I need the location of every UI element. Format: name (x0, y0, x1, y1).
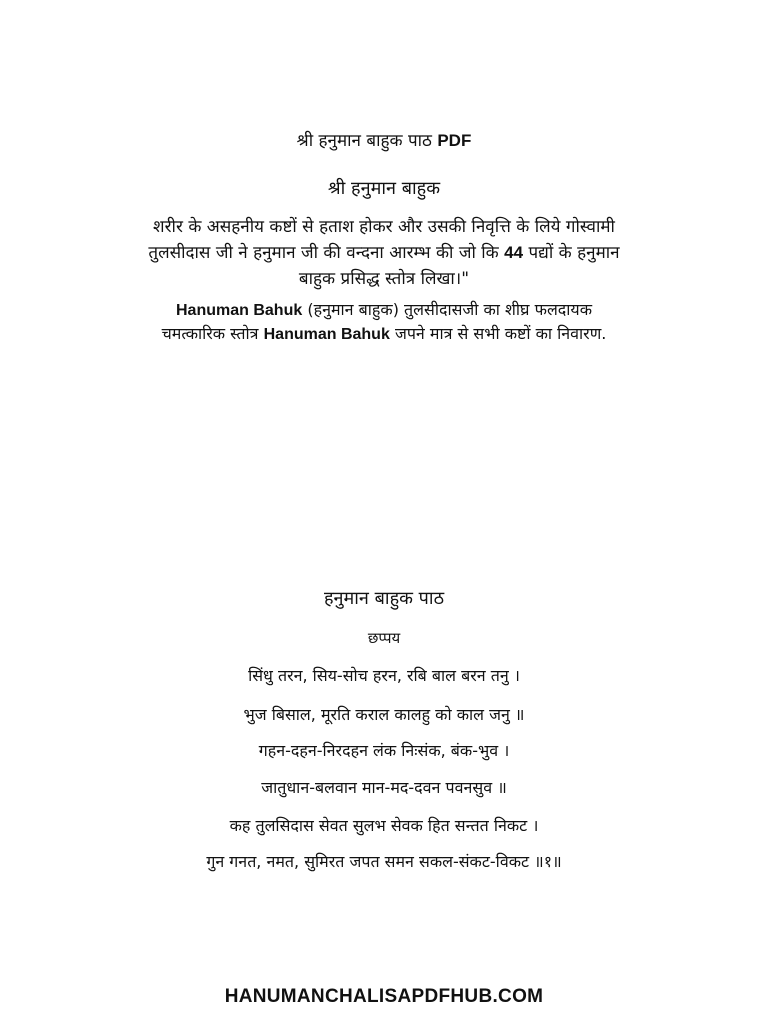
page-title-hindi: श्री हनुमान बाहुक पाठ (296, 131, 432, 151)
description-english-2: Hanuman Bahuk (263, 326, 390, 343)
intro-line-3: बाहुक प्रसिद्ध स्तोत्र लिखा।" (298, 269, 470, 289)
description-hindi-3: जपने मात्र से सभी कष्टों का निवारण. (394, 324, 607, 343)
verse-line-6: गुन गनत, नमत, सुमिरत जपत समन सकल-संकट-विकट ॥१॥ (206, 852, 562, 871)
footer-site-url: HANUMANCHALISAPDFHUB.COM (224, 986, 544, 1007)
description-hindi-1: (हनुमान बाहुक) तुलसीदासजी का शीघ्र फलदायक (307, 300, 592, 319)
intro-line-1: शरीर के असहनीय कष्टों से हताश होकर और उसकी निवृत्ति के लिये गोस्वामी (153, 217, 615, 237)
verse-line-2: भुज बिसाल, मूरति कराल कालहु को काल जनु ॥ (243, 705, 525, 724)
description-line-2 (0, 322, 768, 346)
intro-line-2-b: पद्यों के हनुमान (528, 243, 620, 263)
page-title (0, 128, 768, 151)
verse-line-4: जातुधान-बलवान मान-मद-दवन पवनसुव ॥ (261, 778, 507, 797)
intro-line-2 (0, 240, 768, 266)
intro-number: 44 (504, 243, 524, 262)
description-line-1 (0, 298, 768, 322)
meter-label: छप्पय (367, 629, 401, 647)
description-paragraph (0, 298, 768, 346)
verse-line-1: सिंधु तरन, सिय-सोच हरन, रबि बाल बरन तनु । (248, 666, 520, 685)
verse-line-5: कह तुलसिदास सेवत सुलभ सेवक हित सन्तत निकट । (229, 816, 539, 835)
page-title-pdf: PDF (437, 131, 472, 150)
verse-line-3: गहन-दहन-निरदहन लंक निःसंक, बंक-भुव । (258, 741, 510, 760)
intro-paragraph (0, 214, 768, 292)
section-title: हनुमान बाहुक पाठ (323, 588, 445, 609)
intro-line-2-a: तुलसीदास जी ने हनुमान जी की वन्दना आरम्भ की जो कि (148, 243, 499, 263)
description-english-1: Hanuman Bahuk (176, 302, 303, 319)
description-hindi-2: चमत्कारिक स्तोत्र (161, 324, 259, 343)
page-subtitle: श्री हनुमान बाहुक (327, 178, 441, 199)
